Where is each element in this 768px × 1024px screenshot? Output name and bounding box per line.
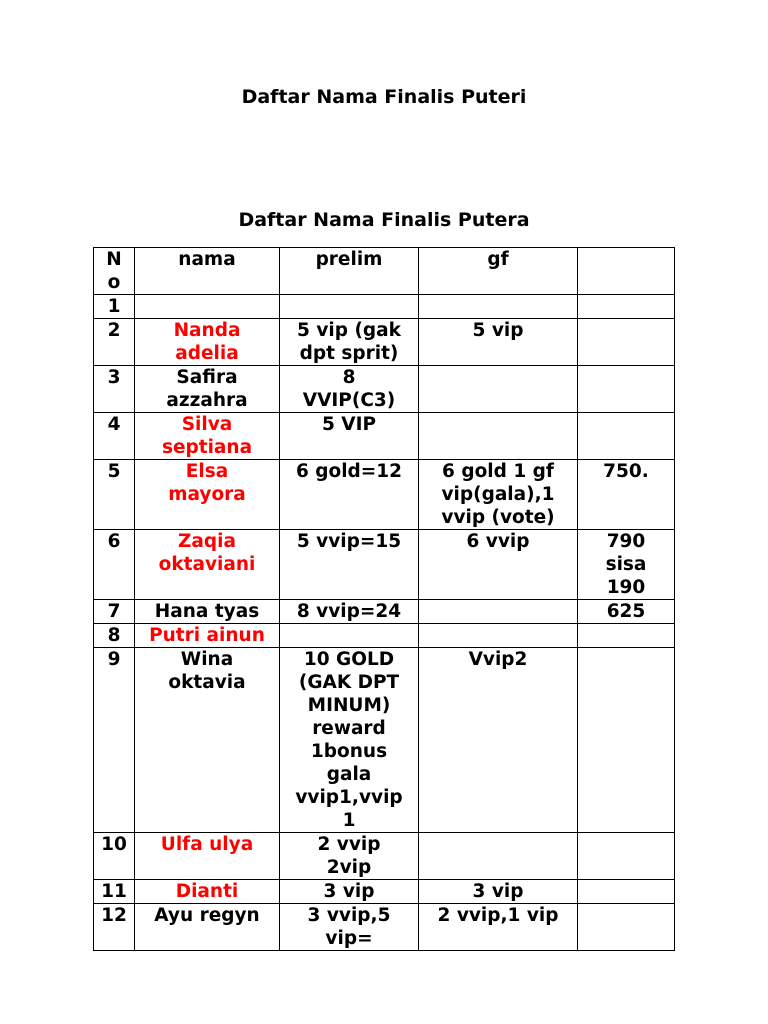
cell-gf [419,366,578,413]
cell-nama: Dianti [135,880,280,904]
cell-nama: Hana tyas [135,600,280,624]
cell-gf: 2 vvip,1 vip [419,904,578,951]
cell-gf [419,833,578,880]
cell-prelim: 5 vvip=15 [280,530,419,600]
cell-no: 7 [94,600,135,624]
cell-no: 9 [94,648,135,833]
cell-extra [578,624,675,648]
cell-gf: 6 gold 1 gf vip(gala),1 vvip (vote) [419,460,578,530]
cell-gf: 3 vip [419,880,578,904]
cell-nama: Elsa mayora [135,460,280,530]
cell-nama: Putri ainun [135,624,280,648]
table-row [94,904,675,951]
cell-no: 5 [94,460,135,530]
title-putera: Daftar Nama Finalis Putera [238,209,530,231]
cell-nama: Safira azzahra [135,366,280,413]
cell-no: 8 [94,624,135,648]
cell-nama: Zaqia oktaviani [135,530,280,600]
cell-no: 1 [94,295,135,319]
cell-nama: Silva septiana [135,413,280,460]
cell-no: 2 [94,319,135,366]
table-row [94,880,675,904]
table-row [94,366,675,413]
cell-prelim: 8 VVIP(C3) [280,366,419,413]
cell-no: 11 [94,880,135,904]
cell-prelim [280,295,419,319]
cell-nama: Ulfa ulya [135,833,280,880]
cell-extra: 750. [578,460,675,530]
table-row [94,319,675,366]
cell-prelim: 6 gold=12 [280,460,419,530]
header-no: N o [94,248,135,295]
cell-extra [578,648,675,833]
cell-prelim: 2 vvip 2vip [280,833,419,880]
cell-extra [578,904,675,951]
cell-nama: Wina oktavia [135,648,280,833]
cell-extra [578,295,675,319]
cell-extra: 790 sisa 190 [578,530,675,600]
cell-no: 10 [94,833,135,880]
header-nama: nama [135,248,280,295]
table-row [94,624,675,648]
cell-nama: Ayu regyn [135,904,280,951]
table-header [94,248,675,295]
cell-extra [578,833,675,880]
cell-prelim: 10 GOLD (GAK DPT MINUM) reward 1bonus gala vvip1,vvip 1 [280,648,419,833]
cell-gf: 6 vvip [419,530,578,600]
cell-gf [419,413,578,460]
header-gf: gf [419,248,578,295]
table-body [94,295,675,951]
header-row [94,248,675,295]
table-row [94,413,675,460]
cell-extra: 625 [578,600,675,624]
cell-no: 3 [94,366,135,413]
finalist-table [93,247,675,951]
cell-prelim [280,624,419,648]
cell-nama: Nanda adelia [135,319,280,366]
title-puteri: Daftar Nama Finalis Puteri [241,86,527,108]
cell-no: 12 [94,904,135,951]
table-row [94,460,675,530]
header-prelim: prelim [280,248,419,295]
cell-prelim: 3 vip [280,880,419,904]
cell-gf: 5 vip [419,319,578,366]
cell-prelim: 5 VIP [280,413,419,460]
cell-nama [135,295,280,319]
table-row [94,648,675,833]
cell-prelim: 3 vvip,5 vip= [280,904,419,951]
cell-gf [419,600,578,624]
cell-extra [578,413,675,460]
cell-gf [419,295,578,319]
table-row [94,530,675,600]
cell-no: 6 [94,530,135,600]
cell-extra [578,880,675,904]
table-row [94,295,675,319]
cell-prelim: 5 vip (gak dpt sprit) [280,319,419,366]
header-extra [578,248,675,295]
cell-gf [419,624,578,648]
table-row [94,600,675,624]
cell-extra [578,366,675,413]
cell-prelim: 8 vvip=24 [280,600,419,624]
cell-no: 4 [94,413,135,460]
table-row [94,833,675,880]
cell-extra [578,319,675,366]
cell-gf: Vvip2 [419,648,578,833]
